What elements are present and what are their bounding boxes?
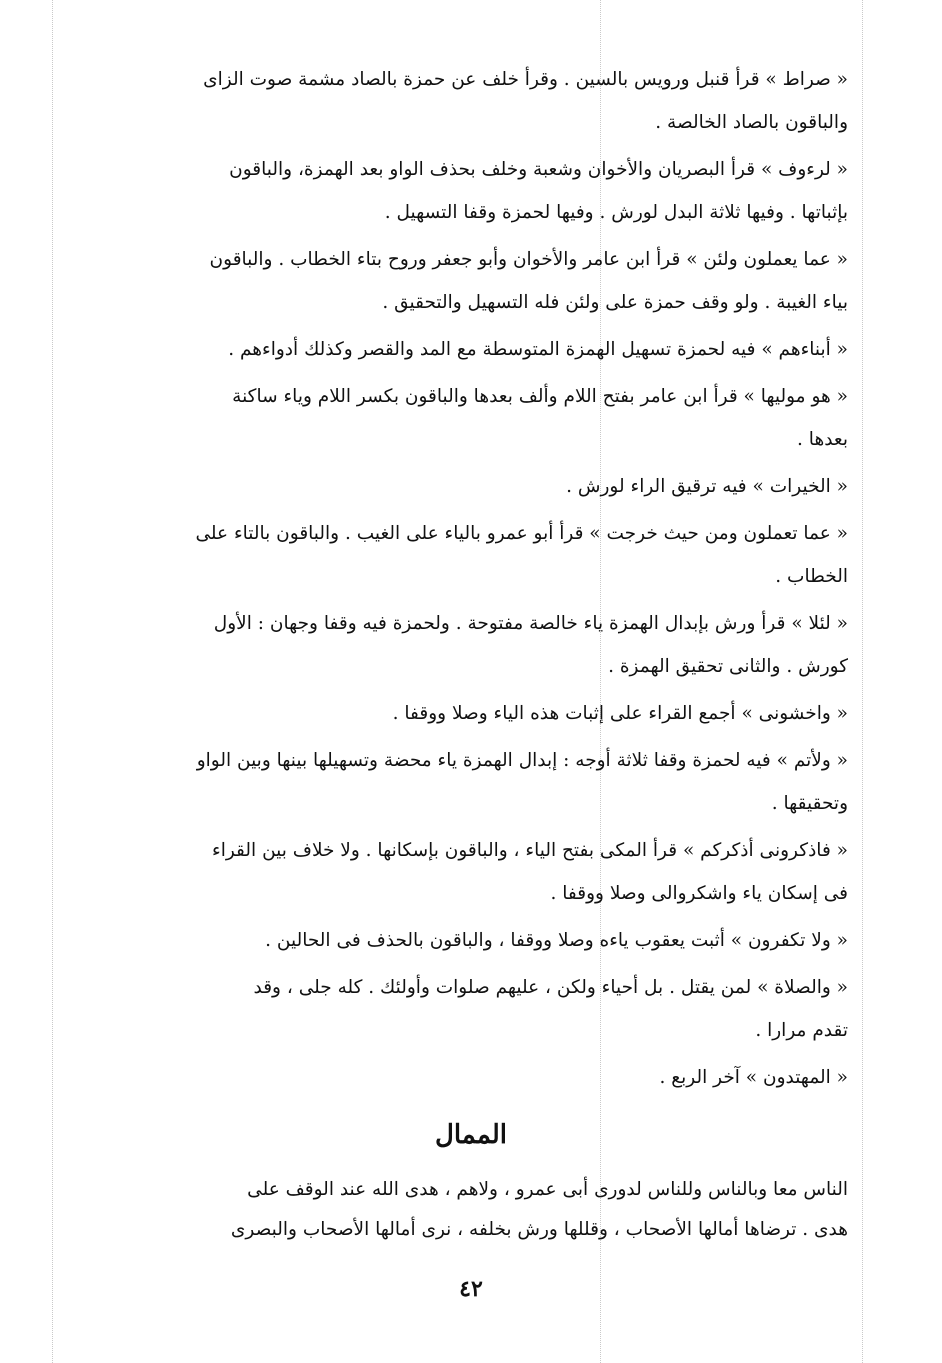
paragraph-line: « صراط » قرأ قنبل ورويس بالسين . وقرأ خلف عن حمزة بالصاد مشمة صوت الزاى [203,69,848,90]
paragraph-line: بعدها . [797,429,848,450]
paragraph-line: كورش . والثانى تحقيق الهمزة . [608,656,848,677]
paragraph [78,966,848,1052]
paragraph-line: الخطاب . [775,566,848,587]
paragraph [78,829,848,915]
paragraph-line: « عما تعملون ومن حيث خرجت » قرأ أبو عمرو بالياء على الغيب . والباقون بالتاء على [195,523,848,544]
scan-guide-line [862,0,863,1363]
paragraph [78,238,848,324]
paragraph [78,328,848,371]
paragraph-line: بياء الغيبة . ولو وقف حمزة على ولئن فله التسهيل والتحقيق . [382,292,848,313]
paragraph-line: « ولأتم » فيه لحمزة وقفا ثلاثة أوجه : إبدال الهمزة ياء محضة وتسهيلها بينها وبين الواو [196,750,848,771]
section-line: هدى . ترضاها أمالها الأصحاب ، وقللها ورش بخلفه ، نرى أمالها الأصحاب والبصرى [230,1219,848,1240]
paragraph-line: « ولا تكفرون » أثبت يعقوب ياءه وصلا ووقفا ، والباقون بالحذف فى الحالين . [265,930,848,951]
paragraph-line: « المهتدون » آخر الربع . [659,1067,848,1088]
paragraph-line: تقدم مرارا . [755,1020,848,1041]
paragraph-line: « لئلا » قرأ ورش بإبدال الهمزة ياء خالصة مفتوحة . ولحمزة فيه وقفا وجهان : الأول [213,613,848,634]
paragraph-line: « واخشونى » أجمع القراء على إثبات هذه الياء وصلا ووقفا . [392,703,848,724]
paragraph-line: « فاذكرونى أذكركم » قرأ المكى بفتح الياء ، والباقون بإسكانها . ولا خلاف بين القراء [212,840,848,861]
paragraph [78,375,848,461]
scan-guide-line [52,0,53,1363]
paragraph [78,919,848,962]
paragraph [78,58,848,144]
paragraph-line: « عما يعملون ولئن » قرأ ابن عامر والأخوان وأبو جعفر وروح بتاء الخطاب . والباقون [209,249,848,270]
paragraph [78,692,848,735]
paragraph [78,1056,848,1099]
paragraph-line: « والصلاة » لمن يقتل . بل أحياء ولكن ، عليهم صلوات وأولئك . كله جلى ، وقد [253,977,848,998]
paragraph-line: « أبناءهم » فيه لحمزة تسهيل الهمزة المتوسطة مع المد والقصر وكذلك أدواءهم . [228,339,848,360]
commentary-text [78,58,848,1103]
paragraph-line: بإثباتها . وفيها ثلاثة البدل لورش . وفيها لحمزة وقفا التسهيل . [384,202,848,223]
page-number: ٤٢ [459,1276,483,1302]
paragraph-line: « لرءوف » قرأ البصريان والأخوان وشعبة وخلف بحذف الواو بعد الهمزة، والباقون [229,159,848,180]
section-line: الناس معا وبالناس وللناس لدورى أبى عمرو ، ولاهم ، هدى الله عند الوقف على [247,1179,848,1200]
section-heading: الممال [434,1120,508,1150]
paragraph [78,465,848,508]
section-body [78,1170,848,1250]
paragraph-line: فى إسكان ياء واشكروالى وصلا ووقفا . [550,883,848,904]
paragraph-line: « هو موليها » قرأ ابن عامر بفتح اللام وألف بعدها والباقون بكسر اللام وياء ساكنة [232,386,848,407]
paragraph [78,602,848,688]
paragraph [78,739,848,825]
paragraph-line: وتحقيقها . [771,793,848,814]
paragraph-line: « الخيرات » فيه ترقيق الراء لورش . [566,476,848,497]
paragraph [78,148,848,234]
paragraph [78,512,848,598]
paragraph-line: والباقون بالصاد الخالصة . [655,112,848,133]
